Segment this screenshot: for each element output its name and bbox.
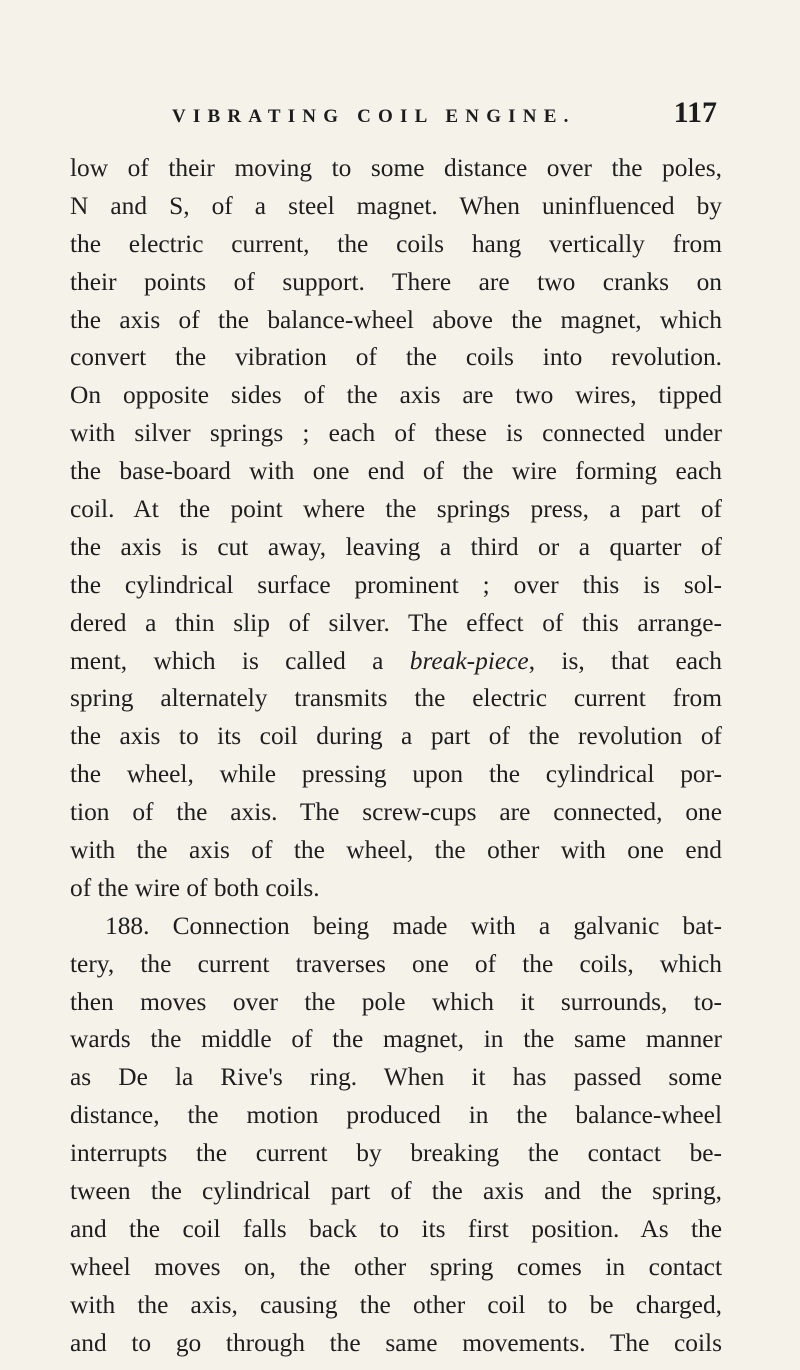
body-text <box>70 150 722 1363</box>
text-line: interrupts the current by breaking the contact be- <box>70 1139 722 1168</box>
text-line: spring alternately transmits the electric current from <box>70 684 722 713</box>
text-line: wheel moves on, the other spring comes in contact <box>70 1252 722 1281</box>
text-line: with the axis, causing the other coil to be charged, <box>70 1290 722 1319</box>
text-line: convert the vibration of the coils into revolution. <box>70 343 722 372</box>
text-line: and to go through the same movements. The coils <box>70 1328 722 1357</box>
text-line: their points of support. There are two cranks on <box>70 267 722 296</box>
text-line: tween the cylindrical part of the axis and the spring, <box>70 1177 722 1206</box>
text-line: wards the middle of the magnet, in the same manner <box>70 1025 722 1054</box>
text-line: the cylindrical surface prominent ; over this is sol- <box>70 570 722 599</box>
text-line: of the wire of both coils. <box>70 873 320 902</box>
text-line: the base-board with one end of the wire forming each <box>70 457 722 486</box>
running-title: VIBRATING COIL ENGINE. <box>172 106 576 127</box>
text-line: On opposite sides of the axis are two wires, tipped <box>70 381 722 410</box>
text-line: tion of the axis. The screw-cups are connected, one <box>70 798 722 827</box>
italic-term: break-piece <box>409 646 529 675</box>
text-line: tery, the current traverses one of the coils, which <box>70 949 722 978</box>
text-line: then moves over the pole which it surrounds, to- <box>70 987 722 1016</box>
text-line: the axis to its coil during a part of the revolution of <box>70 722 722 751</box>
text-line: the wheel, while pressing upon the cylindrical por- <box>70 760 722 789</box>
text-line: N and S, of a steel magnet. When uninfluenced by <box>70 191 722 220</box>
text-line: low of their moving to some distance over the poles, <box>70 154 722 182</box>
text-line: and the coil falls back to its first position. As the <box>70 1214 722 1243</box>
text-line: dered a thin slip of silver. The effect of this arrange- <box>70 608 722 637</box>
text-line: as De la Rive's ring. When it has passed some <box>70 1063 722 1092</box>
text-line: the axis is cut away, leaving a third or a quarter of <box>70 532 722 561</box>
text-line: distance, the motion produced in the balance-wheel <box>70 1101 722 1130</box>
text-line: with the axis of the wheel, the other with one end <box>70 836 722 865</box>
running-head <box>172 96 717 130</box>
text-line: the axis of the balance-wheel above the magnet, which <box>70 305 722 334</box>
text-line: ment, which is called a break-piece, is, that each <box>70 646 722 675</box>
text-line: the electric current, the coils hang vertically from <box>70 229 722 258</box>
text-line: coil. At the point where the springs press, a part of <box>70 495 722 524</box>
text-line: with silver springs ; each of these is connected under <box>70 419 722 448</box>
page-number: 117 <box>673 96 717 129</box>
text-line: 188. Connection being made with a galvanic bat- <box>105 911 722 940</box>
